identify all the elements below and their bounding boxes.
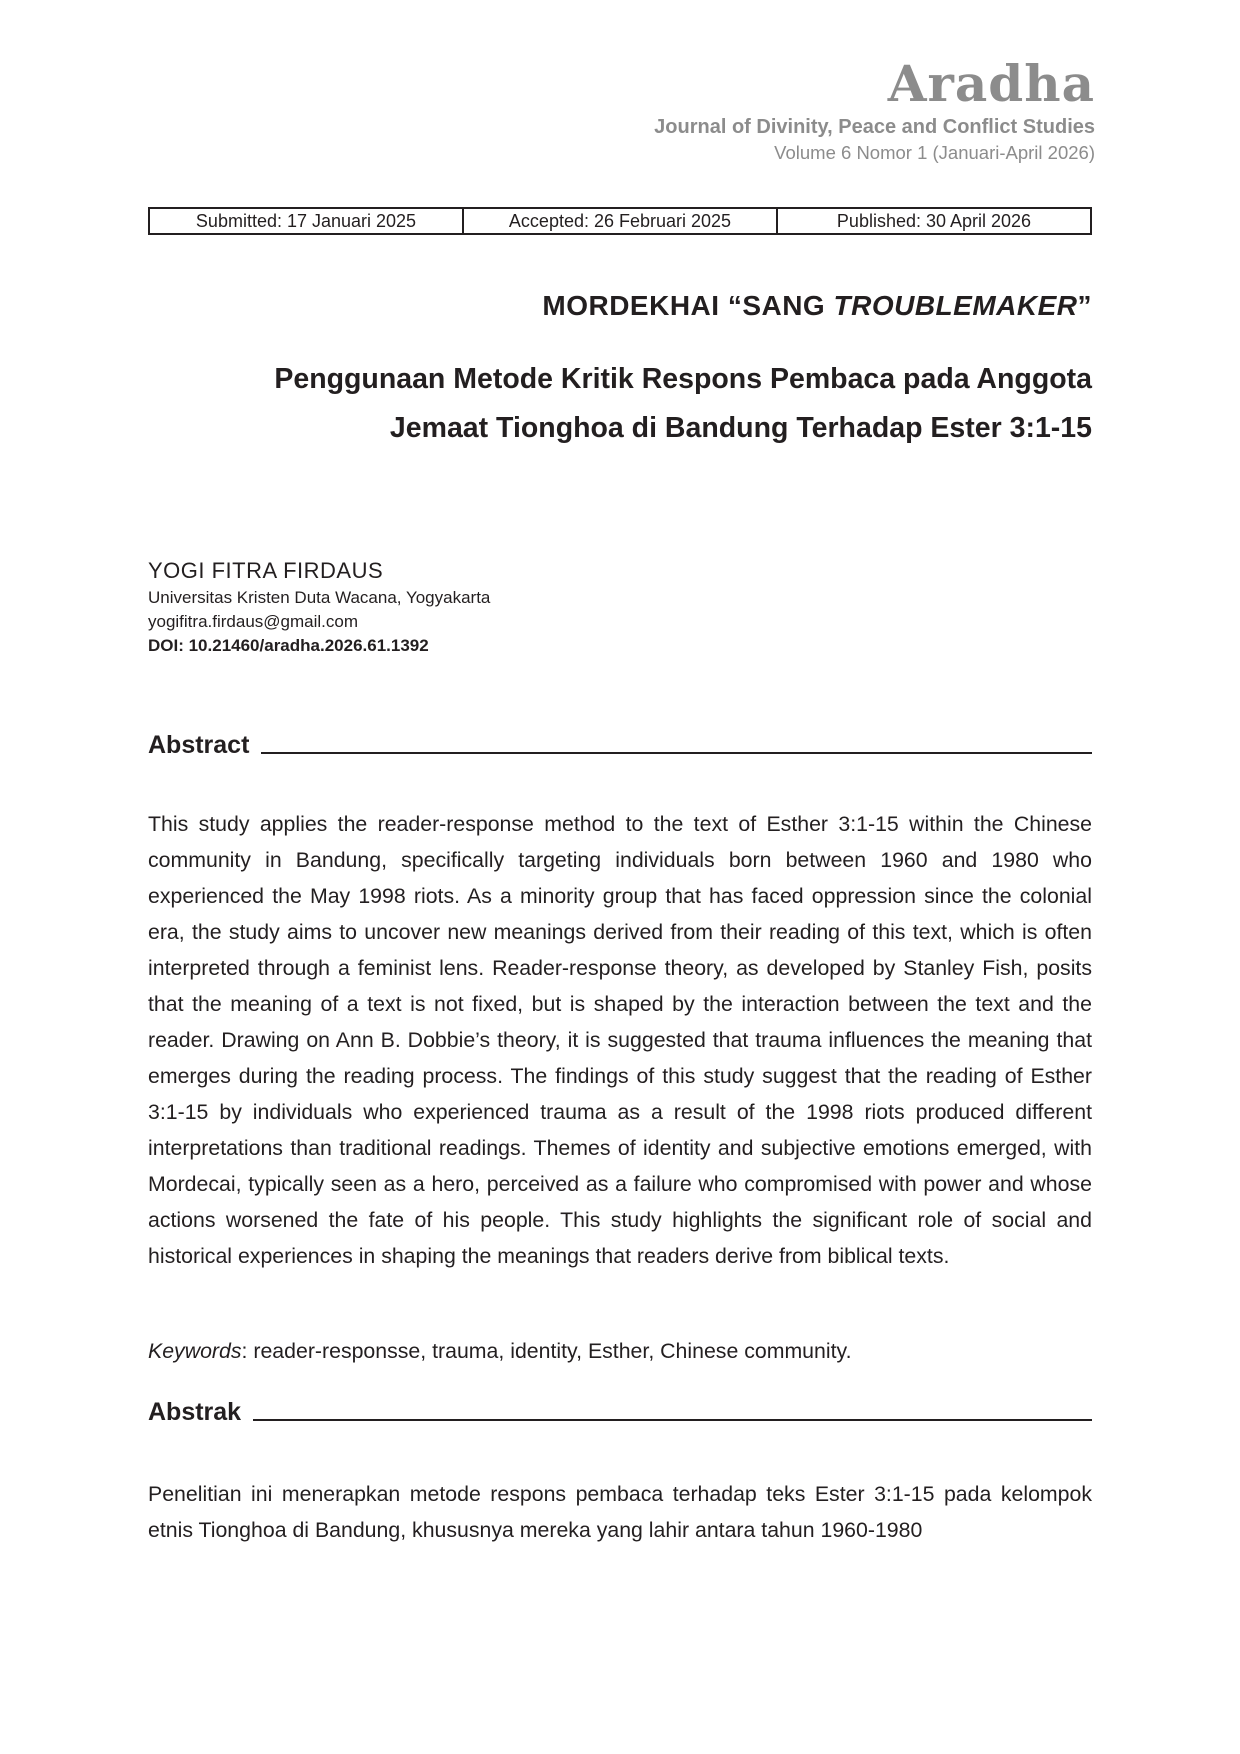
abstrak-heading	[148, 1397, 1092, 1427]
article-title-suffix: ”	[1077, 290, 1092, 321]
abstrak-heading-rule	[253, 1419, 1092, 1421]
published-date: Published: 30 April 2026	[836, 211, 1032, 231]
keywords-label: Keywords	[148, 1339, 242, 1363]
journal-volume: Volume 6 Nomor 1 (Januari-April 2026)	[774, 142, 1095, 163]
article-doi: DOI: 10.21460/aradha.2026.61.1392	[148, 636, 429, 655]
keywords-list: : reader-responsse, trauma, identity, Esther, Chinese community.	[241, 1339, 852, 1363]
journal-name: Journal of Divinity, Peace and Conflict Studies	[654, 116, 1095, 138]
abstract-heading	[148, 730, 1092, 760]
journal-masthead	[654, 54, 1095, 166]
subtitle-line-1: Penggunaan Metode Kritik Respons Pembaca pada Anggota	[274, 363, 1092, 395]
article-subtitle	[192, 355, 1092, 453]
author-email: yogifitra.firdaus@gmail.com	[148, 612, 358, 631]
abstrak-heading-label: Abstrak	[148, 1398, 242, 1426]
abstract-heading-label: Abstract	[148, 731, 250, 759]
subtitle-line-2: Jemaat Tionghoa di Bandung Terhadap Ester 3:1-15	[389, 412, 1092, 444]
abstract-text: This study applies the reader-response method to the text of Esther 3:1-15 within the Chinese community in Bandung, specifically targeting individuals born between 1960 and 1980 who experienced the May 1998 riots. As a minority group that has faced oppression since the colonial era, the study aims to uncover new meanings derived from their reading of this text, which is often interpreted through a feminist lens. Reader-response theory, as developed by Stanley Fish, posits that the meaning of a text is not fixed, but is shaped by the interaction between the text and the reader. Drawing on Ann B. Dobbie’s theory, it is suggested that trauma influences the meaning that emerges during the reading process. The findings of this study suggest that the reading of Esther 3:1-15 by individuals who experienced trauma as a result of the 1998 riots produced different interpretations than traditional readings. Themes of identity and subjective emotions emerged, with Mordecai, typically seen as a hero, perceived as a failure who compromised with power and whose actions worsened the fate of his people. This study highlights the significant role of social and historical experiences in shaping the meanings that readers derive from biblical texts.	[148, 812, 1092, 1268]
submitted-date: Submitted: 17 Januari 2025	[150, 209, 464, 233]
author-name: YOGI FITRA FIRDAUS	[148, 558, 384, 583]
author-affiliation: Universitas Kristen Duta Wacana, Yogyakarta	[148, 588, 491, 607]
abstrak-text: Penelitian ini menerapkan metode respons pembaca terhadap teks Ester 3:1-15 pada kelompok etnis Tionghoa di Bandung, khususnya mereka yang lahir antara tahun 1960-1980	[148, 1482, 1092, 1542]
article-title-prefix: MORDEKHAI “SANG	[542, 290, 834, 321]
publication-dates-table	[148, 207, 1092, 235]
author-block	[148, 556, 490, 658]
article-title	[542, 290, 1092, 322]
keywords	[148, 1333, 1092, 1369]
accepted-date: Accepted: 26 Februari 2025	[464, 209, 778, 233]
abstract-heading-rule	[261, 752, 1092, 754]
journal-logo: Aradha	[887, 54, 1095, 113]
article-title-italic: TROUBLEMAKER	[833, 290, 1078, 321]
